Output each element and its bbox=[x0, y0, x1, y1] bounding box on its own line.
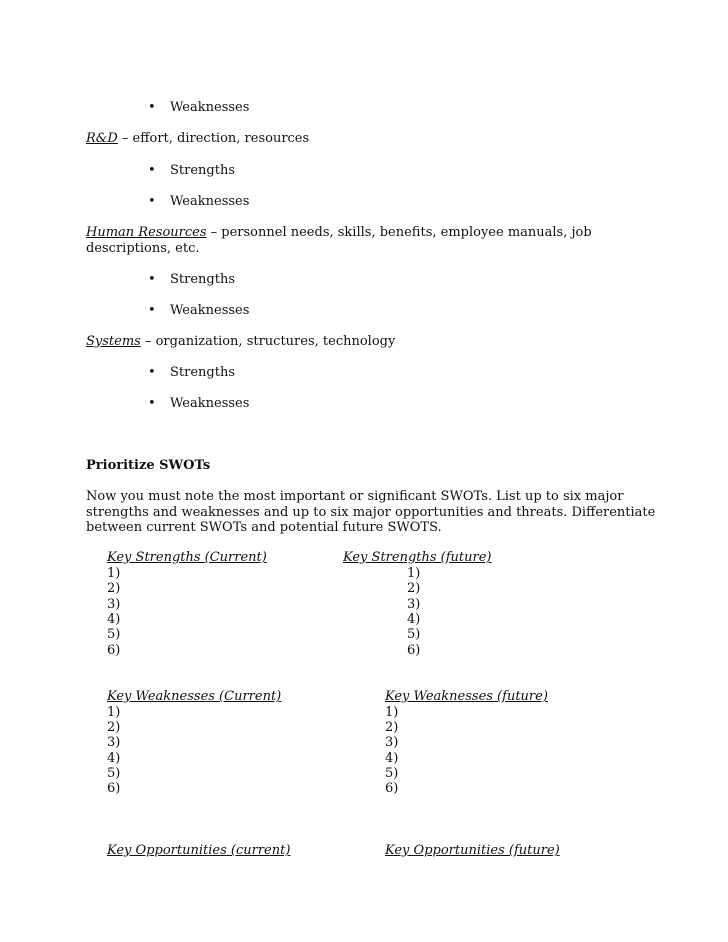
list-item bbox=[148, 272, 235, 287]
bullet-text: Weaknesses bbox=[170, 194, 250, 209]
section-title: Human Resources bbox=[86, 225, 207, 240]
list-number: 6) bbox=[107, 781, 121, 796]
weaknesses-future-heading: Key Weaknesses (future) bbox=[385, 689, 548, 704]
list-item bbox=[148, 194, 249, 209]
section-heading-rd bbox=[86, 131, 309, 146]
list-number: 2) bbox=[385, 720, 399, 735]
list-number: 6) bbox=[385, 781, 399, 796]
section-description: – effort, direction, resources bbox=[117, 131, 310, 146]
section-heading-hr bbox=[86, 225, 592, 240]
paragraph-line: strengths and weaknesses and up to six major opportunities and threats. Differentiate bbox=[86, 505, 656, 520]
list-number: 3) bbox=[407, 597, 421, 612]
section-description: – organization, structures, technology bbox=[140, 334, 396, 349]
paragraph-line: between current SWOTs and potential future SWOTS. bbox=[86, 520, 442, 535]
paragraph-line: Now you must note the most important or significant SWOTs. List up to six major bbox=[86, 489, 624, 504]
bullet-text: Weaknesses bbox=[170, 100, 250, 115]
list-item bbox=[148, 365, 235, 380]
list-number: 5) bbox=[385, 766, 399, 781]
section-title: R&D bbox=[86, 131, 118, 146]
bullet-text: Strengths bbox=[170, 272, 235, 287]
strengths-future-heading: Key Strengths (future) bbox=[343, 550, 492, 565]
list-number: 4) bbox=[385, 751, 399, 766]
list-number: 4) bbox=[407, 612, 421, 627]
strengths-current-heading: Key Strengths (Current) bbox=[107, 550, 267, 565]
bullet-icon: • bbox=[148, 365, 156, 380]
list-number: 3) bbox=[107, 735, 121, 750]
list-number: 4) bbox=[107, 751, 121, 766]
bullet-text: Strengths bbox=[170, 365, 235, 380]
opportunities-future-heading: Key Opportunities (future) bbox=[385, 843, 560, 858]
list-number: 1) bbox=[107, 705, 121, 720]
list-number: 1) bbox=[407, 566, 421, 581]
list-number: 6) bbox=[107, 643, 121, 658]
weaknesses-current-heading: Key Weaknesses (Current) bbox=[107, 689, 282, 704]
bullet-icon: • bbox=[148, 194, 156, 209]
list-number: 3) bbox=[385, 735, 399, 750]
bullet-text: Strengths bbox=[170, 163, 235, 178]
list-item bbox=[148, 396, 249, 411]
bullet-icon: • bbox=[148, 272, 156, 287]
list-number: 5) bbox=[407, 627, 421, 642]
bullet-text: Weaknesses bbox=[170, 303, 250, 318]
bullet-icon: • bbox=[148, 163, 156, 178]
prioritize-heading: Prioritize SWOTs bbox=[86, 458, 211, 473]
list-number: 5) bbox=[107, 766, 121, 781]
list-number: 4) bbox=[107, 612, 121, 627]
list-item bbox=[148, 100, 249, 115]
list-number: 5) bbox=[107, 627, 121, 642]
list-number: 1) bbox=[385, 705, 399, 720]
list-number: 2) bbox=[407, 581, 421, 596]
list-number: 1) bbox=[107, 566, 121, 581]
section-heading-systems bbox=[86, 334, 395, 349]
section-description-cont: descriptions, etc. bbox=[86, 241, 200, 256]
list-number: 2) bbox=[107, 581, 121, 596]
bullet-icon: • bbox=[148, 100, 156, 115]
list-number: 6) bbox=[407, 643, 421, 658]
opportunities-current-heading: Key Opportunities (current) bbox=[107, 843, 291, 858]
list-item bbox=[148, 303, 249, 318]
bullet-icon: • bbox=[148, 396, 156, 411]
section-title: Systems bbox=[86, 334, 141, 349]
bullet-icon: • bbox=[148, 303, 156, 318]
list-number: 3) bbox=[107, 597, 121, 612]
list-number: 2) bbox=[107, 720, 121, 735]
section-description: – personnel needs, skills, benefits, employee manuals, job bbox=[206, 225, 592, 240]
list-item bbox=[148, 163, 235, 178]
bullet-text: Weaknesses bbox=[170, 396, 250, 411]
